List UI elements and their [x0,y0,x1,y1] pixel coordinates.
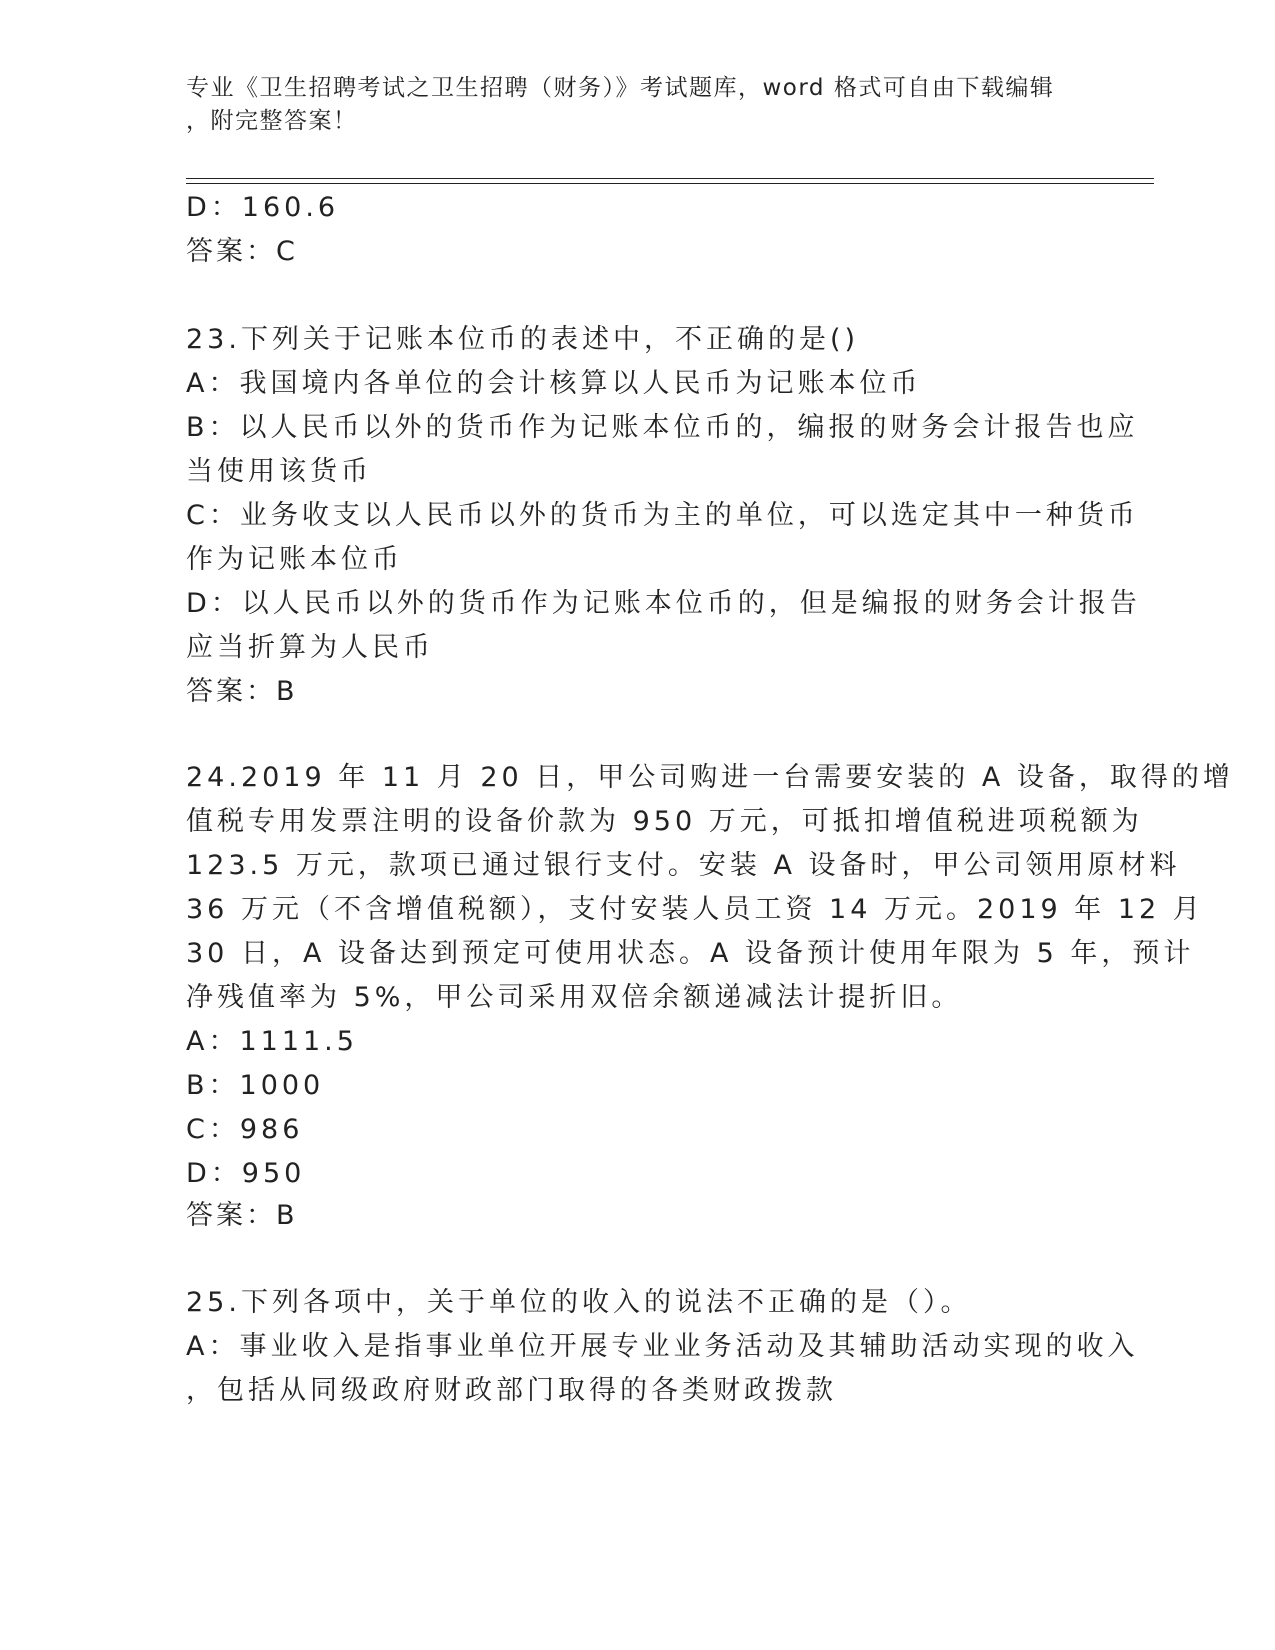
header-rule-bottom [186,183,1154,184]
option-d-q22: D：160.6 [186,192,340,223]
answer-q22: 答案：C [186,236,298,267]
option-b-q24: B：1000 [186,1070,325,1101]
answer-q24: 答案：B [186,1200,298,1231]
option-d-q24: D：950 [186,1158,306,1189]
option-d-q23-cont: 应当折算为人民币 [186,632,434,663]
answer-q23: 答案：B [186,676,298,707]
question-24-line-6: 净残值率为 5%，甲公司采用双倍余额递减法计提折旧。 [186,982,963,1013]
option-c-q24: C：986 [186,1114,304,1145]
question-25: 25.下列各项中，关于单位的收入的说法不正确的是（）。 [186,1287,972,1318]
question-24-line-5: 30 日，A 设备达到预定可使用状态。A 设备预计使用年限为 5 年，预计 [186,938,1195,969]
header-rule-top [186,178,1154,179]
option-b-q23: B：以人民币以外的货币作为记账本位币的，编报的财务会计报告也应 [186,412,1139,443]
question-24-line-2: 值税专用发票注明的设备价款为 950 万元，可抵扣增值税进项税额为 [186,806,1143,837]
option-a-q24: A：1111.5 [186,1026,358,1057]
option-a-q23: A：我国境内各单位的会计核算以人民币为记账本位币 [186,368,922,399]
header-line-2: ，附完整答案！ [186,108,358,134]
option-c-q23-cont: 作为记账本位币 [186,544,403,575]
option-c-q23: C：业务收支以人民币以外的货币为主的单位，可以选定其中一种货币 [186,500,1139,531]
question-24: 24.2019 年 11 月 20 日，甲公司购进一台需要安装的 A 设备，取得的增 [186,762,1234,793]
option-a-q25: A：事业收入是指事业单位开展专业业务活动及其辅助活动实现的收入 [186,1331,1139,1362]
question-24-line-3: 123.5 万元，款项已通过银行支付。安装 A 设备时，甲公司领用原材料 [186,850,1181,881]
document-header [186,72,1066,138]
question-24-line-4: 36 万元（不含增值税额），支付安装人员工资 14 万元。2019 年 12 月 [186,894,1204,925]
option-b-q23-cont: 当使用该货币 [186,456,372,487]
question-23: 23.下列关于记账本位币的表述中，不正确的是() [186,324,860,355]
option-d-q23: D：以人民币以外的货币作为记账本位币的，但是编报的财务会计报告 [186,588,1141,619]
header-line-1: 专业《卫生招聘考试之卫生招聘（财务）》考试题库，word 格式可自由下载编辑 [186,75,1055,101]
option-a-q25-cont: ，包括从同级政府财政部门取得的各类财政拨款 [186,1375,837,1406]
